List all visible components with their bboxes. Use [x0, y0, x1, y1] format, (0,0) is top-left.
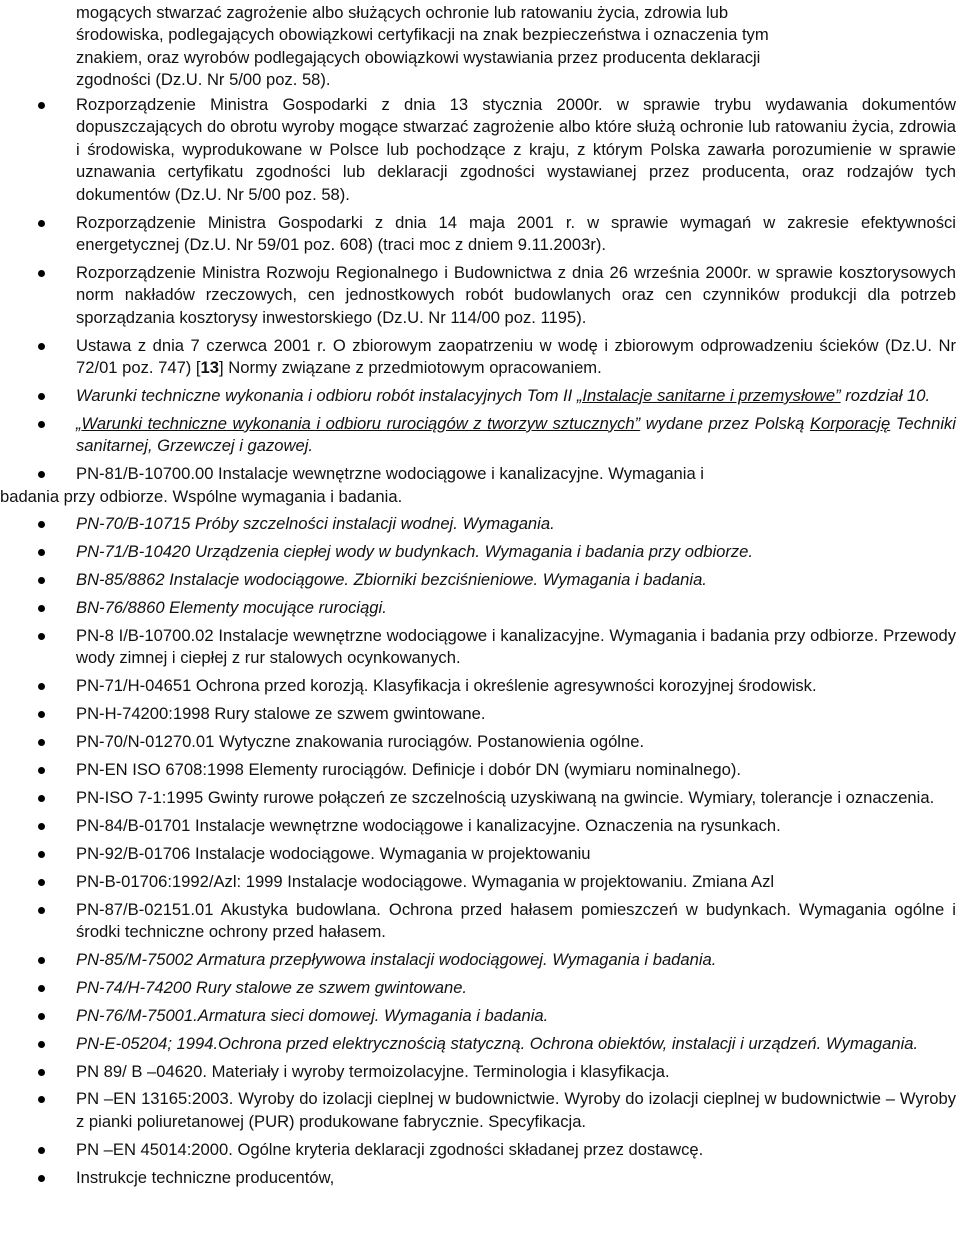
bullet-icon	[38, 549, 45, 556]
list-item	[0, 871, 956, 893]
bullet-icon	[38, 633, 45, 640]
list-item	[0, 815, 956, 837]
list-item	[0, 759, 956, 781]
list-item	[0, 1005, 956, 1027]
bullet-icon	[38, 343, 45, 350]
bullet-icon	[38, 1069, 45, 1076]
bullet-icon	[38, 393, 45, 400]
list-item	[0, 94, 956, 206]
item-text: PN –EN 45014:2000. Ogólne kryteria deklaracji zgodności składanej przez dostawcę.	[76, 1139, 704, 1159]
item-text: PN-85/M-75002 Armatura przepływowa instalacji wodociągowej. Wymagania i badania.	[76, 949, 717, 969]
list-item	[0, 463, 956, 508]
bullet-icon	[38, 957, 45, 964]
item-text: PN-74/H-74200 Rury stalowe ze szwem gwintowane.	[76, 977, 468, 997]
bullet-icon	[38, 1041, 45, 1048]
bullet-icon	[38, 1013, 45, 1020]
bullet-icon	[38, 102, 45, 109]
item-text: Rozporządzenie Ministra Gospodarki z dnia 13 stycznia 2000r. w sprawie trybu wydawania dokumentów dopuszczających do obrotu wyroby mogące stwarzać zagrożenie albo które służą ochronie lub ratowaniu życia, zdrowia i środowiska, wyprodukowane w Polsce lub pochodzące z kraju, z którym Polska zawarła porozumienie w sprawie uznawania certyfikatu zgodności lub deklaracji zgodności wystawianej przez producenta, oraz rodzajów tych dokumentów (Dz.U. Nr 5/00 poz. 58).	[76, 95, 956, 204]
item-text: PN-ISO 7-1:1995 Gwinty rurowe połączeń ze szczelnością uzyskiwaną na gwincie. Wymiary, tolerancje i oznaczenia.	[76, 787, 935, 807]
intro-line: środowiska, podlegających obowiązkowi certyfikacji na znak bezpieczeństwa i oznaczenia tym	[76, 25, 769, 45]
item-text: PN-76/M-75001.Armatura sieci domowej. Wymagania i badania.	[76, 1005, 549, 1025]
item-text: PN-71/H-04651 Ochrona przed korozją. Klasyfikacja i określenie agresywności korozyjnej środowisk.	[76, 676, 817, 696]
reference-list	[0, 94, 960, 1195]
underlined-word: Korporację	[809, 413, 891, 433]
bullet-icon	[38, 767, 45, 774]
reference-number: 13	[200, 357, 220, 377]
intro-line: zgodności (Dz.U. Nr 5/00 poz. 58).	[76, 70, 331, 90]
bullet-icon	[38, 421, 45, 428]
list-item	[0, 569, 956, 591]
item-text: PN-E-05204; 1994.Ochrona przed elektrycznością statyczną. Ochrona obiektów, instalacji i urządzeń. Wymagania.	[76, 1033, 919, 1053]
bullet-icon	[38, 521, 45, 528]
item-text: rozdział 10.	[840, 385, 931, 405]
item-text: PN-H-74200:1998 Rury stalowe ze szwem gwintowane.	[76, 704, 486, 724]
item-text: PN-8 I/B-10700.02 Instalacje wewnętrzne wodociągowe i kanalizacyjne. Wymagania i badania przy odbiorze. Przewody wody zimnej i ciepłej z rur stalowych ocynkowanych.	[76, 626, 956, 668]
item-text: wydane przez Polską	[640, 413, 810, 433]
item-text: BN-85/8862 Instalacje wodociągowe. Zbiorniki bezciśnieniowe. Wymagania i badania.	[76, 570, 707, 590]
item-text: Instrukcje techniczne producentów,	[76, 1167, 335, 1187]
list-item	[0, 731, 956, 753]
list-item	[0, 675, 956, 697]
bullet-icon	[38, 985, 45, 992]
intro-line: znakiem, oraz wyrobów podlegających obowiązkowi wystawiania przez producenta deklaracji	[76, 47, 761, 67]
list-item	[0, 413, 956, 458]
bullet-icon	[38, 1175, 45, 1182]
list-item	[0, 949, 956, 971]
bullet-icon	[38, 1147, 45, 1154]
item-text: PN-84/B-01701 Instalacje wewnętrzne wodociągowe i kanalizacyjne. Oznaczenia na rysunkach.	[76, 815, 781, 835]
list-item	[0, 541, 956, 563]
bullet-icon	[38, 711, 45, 718]
bullet-icon	[38, 605, 45, 612]
bullet-icon	[38, 879, 45, 886]
list-item	[0, 212, 956, 257]
bullet-icon	[38, 270, 45, 277]
intro-paragraph	[76, 2, 956, 92]
item-text: PN-92/B-01706 Instalacje wodociągowe. Wymagania w projektowaniu	[76, 843, 591, 863]
intro-line: mogących stwarzać zagrożenie albo służących ochronie lub ratowaniu życia, zdrowia lub	[76, 3, 729, 22]
bullet-icon	[38, 683, 45, 690]
underlined-title: „Instalacje sanitarne i przemysłowe”	[576, 385, 841, 405]
list-item	[0, 1167, 956, 1189]
list-item	[0, 1033, 956, 1055]
bullet-icon	[38, 823, 45, 830]
list-item	[0, 977, 956, 999]
item-text: PN-EN ISO 6708:1998 Elementy rurociągów. Definicje i dobór DN (wymiaru nominalnego).	[76, 760, 741, 780]
item-text: PN-71/B-10420 Urządzenia ciepłej wody w budynkach. Wymagania i badania przy odbiorze.	[76, 542, 754, 562]
item-text: Warunki techniczne wykonania i odbioru robót instalacyjnych Tom II	[76, 385, 577, 405]
item-text: Ustawa z dnia 7 czerwca 2001 r. O zbiorowym zaopatrzeniu w wodę i zbiorowym odprowadzeniu ścieków (Dz.U. Nr 72/01 poz. 747) [	[76, 335, 956, 377]
bullet-icon	[38, 907, 45, 914]
item-text: Rozporządzenie Ministra Gospodarki z dnia 14 maja 2001 r. w sprawie wymagań w zakresie efektywności energetycznej (Dz.U. Nr 59/01 poz. 608) (traci moc z dniem 9.11.2003r).	[76, 212, 956, 254]
list-item	[0, 787, 956, 809]
list-item	[0, 843, 956, 865]
list-item	[0, 513, 956, 535]
bullet-icon	[38, 795, 45, 802]
item-first-line: PN-81/B-10700.00 Instalacje wewnętrzne wodociągowe i kanalizacyjne. Wymagania i	[76, 464, 704, 484]
item-text: PN-70/N-01270.01 Wytyczne znakowania rurociągów. Postanowienia ogólne.	[76, 732, 645, 752]
list-item	[0, 335, 956, 380]
list-item	[0, 262, 956, 329]
item-text: PN 89/ B –04620. Materiały i wyroby termoizolacyjne. Terminologia i klasyfikacja.	[76, 1061, 670, 1081]
item-text: Techniki sanitarnej, Grzewczej i gazowej.	[76, 413, 956, 456]
list-item	[0, 1088, 956, 1133]
list-item	[0, 703, 956, 725]
item-text: ] Normy związane z przedmiotowym opracowaniem.	[219, 357, 602, 377]
item-text: PN-87/B-02151.01 Akustyka budowlana. Ochrona przed hałasem pomieszczeń w budynkach. Wymagania ogólne i środki techniczne ochrony przed hałasem.	[76, 899, 956, 941]
list-item	[0, 625, 956, 670]
item-text: PN –EN 13165:2003. Wyroby do izolacji cieplnej w budownictwie. Wyroby do izolacji cieplnej w budownictwie – Wyroby z pianki poliuretanowej (PUR) produkowane fabrycznie. Specyfikacja.	[76, 1089, 956, 1131]
list-item	[0, 899, 956, 944]
list-item	[0, 597, 956, 619]
list-item	[0, 385, 956, 407]
item-text: BN-76/8860 Elementy mocujące rurociągi.	[76, 598, 387, 618]
item-continuation: badania przy odbiorze. Wspólne wymagania i badania.	[0, 486, 403, 506]
bullet-icon	[38, 851, 45, 858]
list-item	[0, 1139, 956, 1161]
item-text: PN-B-01706:1992/Azl: 1999 Instalacje wodociągowe. Wymagania w projektowaniu. Zmiana Azl	[76, 871, 775, 891]
bullet-icon	[38, 577, 45, 584]
item-text: Rozporządzenie Ministra Rozwoju Regionalnego i Budownictwa z dnia 26 września 2000r. w sprawie kosztorysowych norm nakładów rzeczowych, cen jednostkowych robót budowlanych oraz cen czynników produkcji dla potrzeb sporządzania kosztorysy inwestorskiego (Dz.U. Nr 114/00 poz. 1195).	[76, 262, 956, 327]
list-item	[0, 1061, 956, 1083]
underlined-title: „Warunki techniczne wykonania i odbioru rurociągów z tworzyw sztucznych”	[76, 413, 641, 433]
bullet-icon	[38, 739, 45, 746]
item-text: PN-70/B-10715 Próby szczelności instalacji wodnej. Wymagania.	[76, 514, 555, 534]
bullet-icon	[38, 1096, 45, 1103]
bullet-icon	[38, 220, 45, 227]
